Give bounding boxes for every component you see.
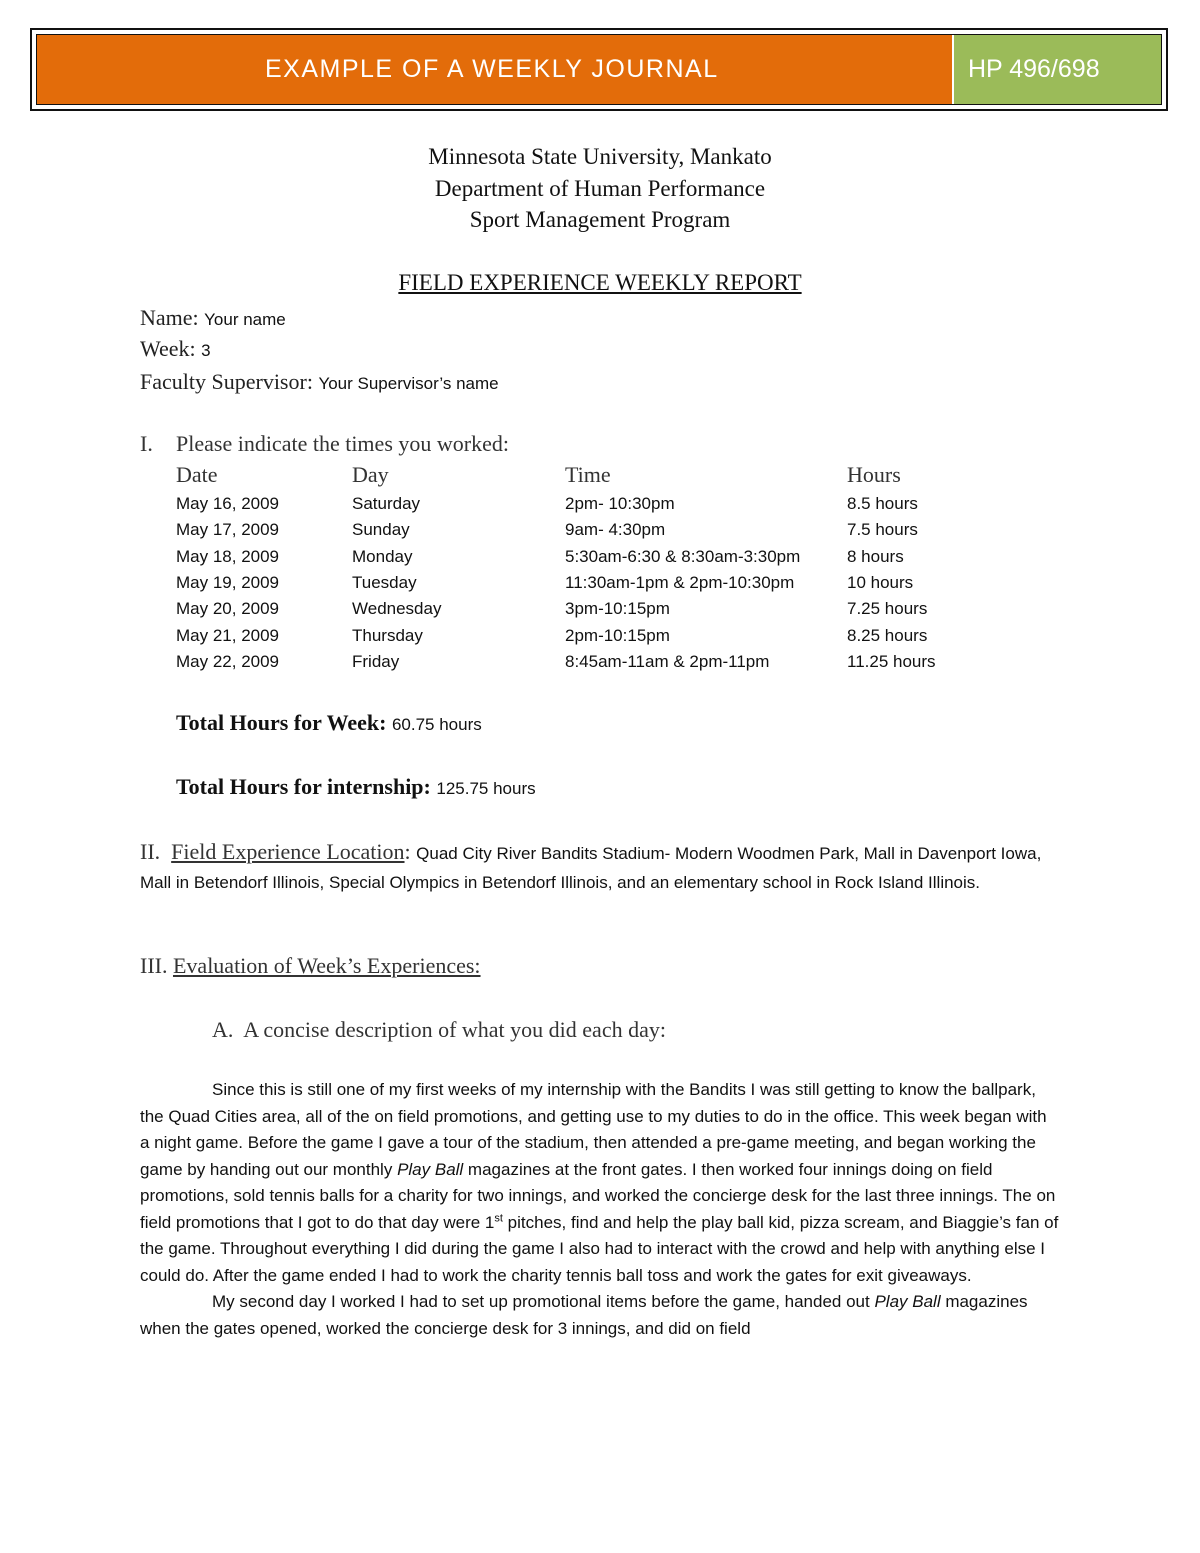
subsection-a-heading	[212, 1017, 666, 1043]
cell-date: May 18, 2009	[176, 547, 280, 566]
cell-hours: 10 hours	[847, 573, 914, 592]
section-3-numeral: III.	[140, 953, 168, 978]
section-2-label: Field Experience Location	[171, 839, 405, 864]
cell-time: 2pm- 10:30pm	[565, 494, 675, 513]
cell-time: 5:30am-6:30 & 8:30am-3:30pm	[565, 547, 801, 566]
week-field	[140, 336, 211, 362]
section-3-label: Evaluation of Week’s Experiences:	[172, 953, 481, 978]
department-name: Department of Human Performance	[434, 176, 766, 201]
col-header-hours: Hours	[847, 462, 901, 487]
cell-day: Friday	[352, 652, 400, 671]
cell-time: 3pm-10:15pm	[565, 599, 670, 618]
name-label: Name:	[140, 305, 199, 330]
cell-hours: 7.25 hours	[847, 599, 928, 618]
program-name: Sport Management Program	[469, 207, 731, 232]
cell-hours: 8.25 hours	[847, 626, 928, 645]
university-name: Minnesota State University, Mankato	[428, 144, 772, 169]
section-1-prompt: Please indicate the times you worked:	[176, 431, 509, 456]
cell-day: Monday	[352, 547, 413, 566]
cell-time: 2pm-10:15pm	[565, 626, 670, 645]
cell-date: May 17, 2009	[176, 520, 280, 539]
journal-paragraph-2	[140, 1289, 1060, 1342]
report-title: FIELD EXPERIENCE WEEKLY REPORT	[398, 270, 802, 295]
banner-inner	[36, 34, 1162, 105]
name-value: Your name	[204, 310, 286, 329]
cell-time: 9am- 4:30pm	[565, 520, 666, 539]
section-2-value: Quad City River Bandits Stadium- Modern Woodmen Park, Mall in Davenport Iowa, Mall in Betendorf Illinois, Special Olympics in Betendorf Illinois, and an elementary school in Rock Island Illinois.	[140, 844, 1042, 892]
paragraph-text: Since this is still one of my first weeks of my internship with the Bandits I was still getting to know the ballpark, the Quad Cities area, all of the on field promotions, and getting use to my duties to do in the office. This week began with a night game. Before the game I gave a tour of the stadium, then attended a pre-game meeting, and began working the game by handing out our monthly	[140, 1080, 1047, 1179]
cell-date: May 22, 2009	[176, 652, 280, 671]
cell-day: Saturday	[352, 494, 421, 513]
supervisor-label: Faculty Supervisor:	[140, 369, 313, 394]
name-field	[140, 305, 286, 331]
cell-hours: 8.5 hours	[847, 494, 918, 513]
total-internship-label: Total Hours for internship:	[176, 774, 431, 799]
cell-hours: 11.25 hours	[847, 652, 936, 671]
section-3-heading	[140, 953, 481, 979]
magazine-title: Play Ball	[874, 1292, 941, 1311]
banner-title: EXAMPLE OF A WEEKLY JOURNAL	[37, 35, 952, 104]
magazine-title: Play Ball	[397, 1159, 464, 1179]
section-2-location: II. Field Experience Location: Quad City River Bandits Stadium- Modern Woodmen Park, Mall in Davenport Iowa, Mall in Betendorf Illinois, Special Olympics in Betendorf Illinois, and an elementary school in Rock Island Illinois.	[140, 839, 1042, 892]
total-week-label: Total Hours for Week:	[176, 710, 387, 735]
ordinal-suffix: st	[494, 1211, 503, 1224]
week-value: 3	[201, 341, 211, 360]
total-internship	[176, 774, 536, 800]
cell-date: May 21, 2009	[176, 626, 280, 645]
cell-hours: 8 hours	[847, 547, 904, 566]
col-header-time: Time	[565, 462, 611, 487]
document-banner	[30, 28, 1168, 111]
paragraph-text: My second day I worked I had to set up promotional items before the game, handed out	[212, 1292, 875, 1311]
report-title-line	[0, 270, 1200, 296]
col-header-date: Date	[176, 462, 218, 487]
paragraph-text: pitches, find and help the play ball kid, pizza scream, and Biaggie’s fan of the game. Throughout everything I did during the game I also had to interact with the crowd and help with anything else I could do. After the game ended I had to work the charity tennis ball toss and work the gates for exit giveaways.	[140, 1212, 1059, 1285]
supervisor-value: Your Supervisor’s name	[318, 374, 499, 393]
total-week-value: 60.75 hours	[391, 715, 482, 734]
cell-day: Tuesday	[352, 573, 417, 592]
subsection-a-label: A concise description of what you did each day:	[243, 1017, 666, 1042]
paragraph-text: magazines at the front gates. I then worked four innings doing on field promotions, sold tennis balls for a charity for two innings, and worked the concierge desk for the last three innings. The on field promotions that I got to do that day were 1	[140, 1159, 1056, 1232]
cell-day: Thursday	[352, 626, 423, 645]
week-label: Week:	[140, 336, 196, 361]
cell-time: 8:45am-11am & 2pm-11pm	[565, 652, 770, 671]
total-week	[176, 710, 482, 736]
cell-hours: 7.5 hours	[847, 520, 918, 539]
course-code: HP 496/698	[952, 35, 1161, 104]
cell-time: 11:30am-1pm & 2pm-10:30pm	[565, 573, 795, 592]
cell-date: May 19, 2009	[176, 573, 280, 592]
section-2-numeral: II.	[140, 839, 161, 864]
col-header-day: Day	[352, 462, 389, 487]
supervisor-field	[140, 369, 499, 395]
total-internship-value: 125.75 hours	[436, 779, 536, 798]
cell-day: Wednesday	[352, 599, 442, 618]
journal-paragraph-1	[140, 1077, 1060, 1289]
section-1-numeral: I.	[140, 431, 153, 456]
journal-body	[140, 1077, 1060, 1342]
cell-day: Sunday	[352, 520, 410, 539]
cell-date: May 16, 2009	[176, 494, 280, 513]
subsection-a-letter: A.	[212, 1017, 234, 1042]
cell-date: May 20, 2009	[176, 599, 280, 618]
paragraph-text: magazines when the gates opened, worked the concierge desk for 3 innings, and did on field	[140, 1292, 1028, 1338]
